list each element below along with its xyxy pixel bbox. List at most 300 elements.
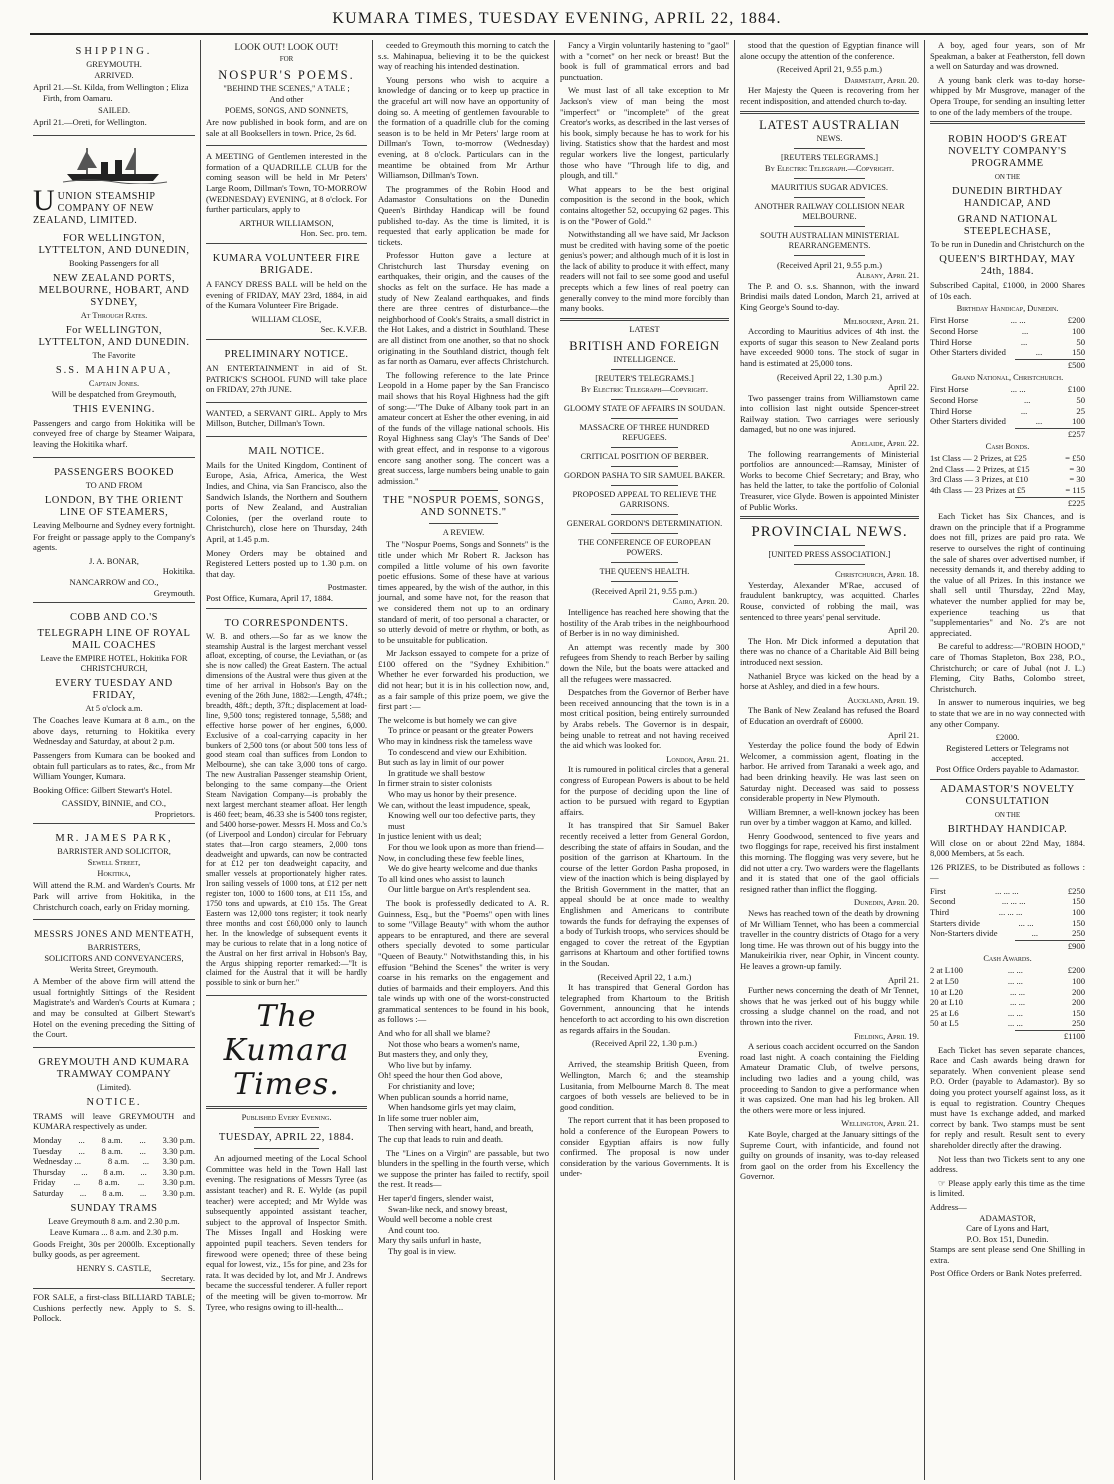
- headline-7: THE CONFERENCE OF EUROPEAN POWERS.: [578, 537, 711, 557]
- usc-line-2: Booking Passengers for all: [68, 258, 160, 268]
- tram-row-cell: ...: [79, 1187, 87, 1198]
- servant-girl-ad: [206, 406, 367, 437]
- review-rule: [429, 490, 497, 491]
- cobb-coaches-ad: [33, 606, 195, 824]
- cobb-line-4: EVERY TUESDAY AND FRIDAY,: [55, 678, 173, 702]
- steamship-icon: [59, 144, 169, 184]
- ca-row-cell: 25 at L6: [930, 1007, 959, 1018]
- nospur-review-title: THE "NOSPUR POEMS, SONGS, AND SONNETS.": [382, 495, 545, 519]
- tc-line-2: W. B. and others.—So far as we know the steamship Austral is the largest merchant vessel afloat, excepting, of course, the Leviathan, or (as she is now called) the Great Eastern. The actual dimensions of the Austral were thus given at the time of her arrival in Hobson's Bay on the evening of the 26th June, 1882:—Length, 474ft.; breadth, 48ft.; depth, 37ft.; displacement at load-line, 9,500 tons; registered tonnage, 5,588; and effective horse power of her engines, 6,000. Exclusive of a coal-carrying capacity in her bunkers of 2,500 tons (or about 500 tons less of good steam coal than suffices from London to Melbourne), she can take 3,000 tons of cargo. The new Australian Passenger steamship Orient, belonging to the same company—the Orient Steam Navigation Company—is probably the next largest merchant steamer afloat. Her length is 460 feet; beam, 46.33 she is 5400 tons register, and 5400 horse-power. Messrs H. Moss and Co.'s (of Liverpool and London) circular for February states that—Iron cargo steamers, 2,000 tons deadweight and upwards, can now be contracted for at £12 per ton deadweight capacity, and smaller vessels at proportionately higher rates. Iron sailing vessels of 1000 tons, at £12 per nett register ton, 1000 to 1600 tons, at £11 15s, and 1750 tons and upwards, at £10 15s. The Great Eastern was 12,000 tons register; it took nearly three months and cost £60,000 only to launch her. In the knowledge of subsequent events it may be curious to relate that in a long notice of the Austral on her first arrival in Hobson's Bay, the Argus shipping reporter remarked:—"It is claimed for the Austral that it will be hardly possible to sink or burn her.": [206, 631, 367, 988]
- h-rule-2: [611, 418, 679, 419]
- rh-line-1: ROBIN HOOD'S GREAT NOVELTY COMPANY'S PROGRAMME: [948, 134, 1067, 170]
- pb-line-8: NANCARROW and CO.,: [69, 576, 159, 587]
- h-rule-9: [611, 581, 679, 582]
- wg-line-1: WANTED, a SERVANT GIRL. Apply to Mrs Millson, Butcher, Dillman's Town.: [206, 407, 367, 429]
- dateline-april-21b: April 21.: [887, 974, 919, 985]
- poem-line: Mary thy sails unfurl in haste,: [378, 1235, 482, 1246]
- cb-total: £225: [1015, 497, 1085, 509]
- dateline-london: London, April 21.: [666, 753, 729, 764]
- poem-line: We can, without the least impudence, speak,: [378, 799, 531, 810]
- c4-para-3: What appears to be the best original composition is the second in the book, which contains altogether 52, occupying 62 pages. This is on the "Power of Gold.": [560, 183, 729, 226]
- ca-row-cell: ... ...: [1007, 965, 1023, 976]
- arrived-label: ARRIVED.: [94, 71, 134, 80]
- h-rule-4: [611, 466, 679, 467]
- ca-total: £1100: [1015, 1030, 1085, 1042]
- poem-line: Not those who bears a women's name,: [388, 1038, 520, 1049]
- bh-row-cell: ...: [1021, 325, 1029, 336]
- poem-line: Who live but by infamy.: [388, 1059, 472, 1070]
- ca-row-cell: ... ...: [1007, 1007, 1023, 1018]
- james-park-ad: [33, 827, 195, 920]
- poem-line: In life some truer nobler aim,: [378, 1112, 479, 1123]
- poem-line: Now, in concluding these few feeble lines,: [378, 852, 524, 863]
- lo-line-7: Are now published in book form, and are on sale at all Booksellers in town. Price, 2s 6d.: [206, 117, 367, 138]
- ad-row-cell: Third: [930, 907, 950, 918]
- ca-row-cell: ... ...: [1010, 997, 1026, 1008]
- ca-row-cell: 2 at L50: [930, 976, 959, 987]
- cobb-line-7: Passengers from Kumara can be booked and obtain full particulars as to rates, &c., from Mr William Younger, Kumara.: [33, 749, 195, 782]
- tram-row-cell: 8 a.m.: [102, 1187, 124, 1198]
- c5-telegraph-label: By Electric Telegraph.—Copyright.: [764, 163, 894, 173]
- pn-line-2: AN ENTERTAINMENT in aid of St. PATRICK'S SCHOOL FUND will take place on FRIDAY, 27th JUNE.: [206, 362, 367, 395]
- fb-line-2: A FANCY DRESS BALL will be held on the evening of FRIDAY, MAY 23rd, 1884, in aid of the Kumara Volunteer Fire Brigade.: [206, 278, 367, 311]
- rh-line-3: DUNEDIN BIRTHDAY HANDICAP, AND: [951, 186, 1064, 210]
- dateline-cairo: Cairo, April 20.: [672, 596, 729, 607]
- poem-line: The cup that leads to ruin and death.: [378, 1134, 504, 1144]
- sailed-text: April 21.—Oreti, for Wellington.: [33, 117, 147, 128]
- c3-para-7: Mr Jackson essayed to compete for a prize of £100 offered on the "Sydney Exhibition." Whether he ever forwarded his production, we did not hear; but it is in his collection now, and, as a fair sample of this prize poem, we give the first part :—: [378, 648, 549, 712]
- h-rule-6: [611, 514, 679, 515]
- ad-row-cell: ... ... ...: [994, 885, 1019, 896]
- usc-title: UNION STEAMSHIP COMPANY OF NEW ZEALAND, LIMITED.: [33, 190, 156, 226]
- c3-para-6: The "Nospur Poems, Songs and Sonnets" is the title under which Mr Robert R. Jackson has compiled a little volume of his own favorite poetic effusions. Some of these have at various times appeared, by the wish of the author, in this journal, and some have not, for the reason that we considered them not up to an ordinary standard of merit, of too personal a character, or so utterly devoid of metre or rhythm, or both, as to be unsuitable for publication.: [378, 539, 549, 645]
- rh-line-4: GRAND NATIONAL STEEPLECHASE,: [957, 214, 1058, 238]
- mn-line-3: Money Orders may be obtained and Registered Letters posted up to 1.30 p.m. on that day.: [206, 547, 367, 579]
- c5-received-2: (Received April 21, 9.55 p.m.): [776, 259, 882, 270]
- intelligence-label: INTELLIGENCE.: [613, 354, 676, 364]
- rh-line-10: Cash Bonds.: [985, 442, 1030, 452]
- received-3: (Received April 22, 1.30 p.m.): [591, 1038, 697, 1049]
- poem-line: In justice lenient with us deal;: [378, 831, 482, 842]
- gn-row-cell: ...: [1023, 394, 1031, 405]
- tram-row: [33, 1146, 195, 1157]
- q-line-2: ARTHUR WILLIAMSON,: [239, 217, 334, 228]
- bh-row: [930, 315, 1085, 326]
- cb-row-cell: = 115: [1065, 485, 1085, 496]
- ad-line-12: Care of Lyons and Hart,: [966, 1223, 1049, 1234]
- arrived-text: April 21.—St. Kilda, from Wellington ; Eliza Firth, from Oamaru.: [33, 82, 189, 103]
- ca-row-cell: ... ...: [1007, 1018, 1023, 1029]
- ad-row: [930, 896, 1085, 907]
- tram-line-2: (Limited).: [96, 1082, 132, 1092]
- preliminary-notice-ad: [206, 343, 367, 403]
- c5-para-1: stood that the question of Egyptian finance will alone occupy the attention of the conference.: [740, 40, 919, 61]
- review-label: A REVIEW.: [442, 528, 485, 538]
- pb-line-2: TO AND FROM: [85, 480, 143, 490]
- gn-row-cell: 25: [1076, 405, 1085, 416]
- tram-row-cell: ...: [78, 1135, 85, 1145]
- ad-line-3: BIRTHDAY HANDICAP.: [947, 823, 1068, 835]
- dateline-auckland: Auckland, April 19.: [847, 694, 919, 705]
- c5-para-6: The following rearrangements of Ministerial portfolios are announced:—Ramsay, Minister of Works to become Chief Secretary; and Bray, who has held the latter, to take the portfolio of Colonial Treasurer, vice Glyde. Bowen is appointed Minister of Public Works.: [740, 448, 919, 512]
- gn-row-cell: Third Horse: [930, 405, 972, 416]
- poem-line: Knowing well our too defective parts, they must: [388, 810, 536, 831]
- c4-para-11: Arrived, the steamship British Queen, from Wellington, March 6; and the steamship Lusitania, from Melbourne March 8. The meat cargoes of both vessels are believed to be in good condition.: [560, 1059, 729, 1112]
- ca-row-cell: ... ...: [1007, 976, 1023, 987]
- ad-line-5: 126 PRIZES, to be Distributed as follows :—: [930, 861, 1085, 883]
- mn-line-1: MAIL NOTICE.: [248, 445, 325, 457]
- c5-para-13: Henry Goodwood, sentenced to five years and two floggings for rape, received his first instalment this morning. The flogging was very severe, but he did not utter a cry. Two warders were the flagellants and it is stated that one of the gaol officials resigned rather than inflict the flogging.: [740, 830, 919, 894]
- mn-line-4: Postmaster.: [327, 582, 367, 593]
- ca-row-cell: 100: [1072, 976, 1085, 987]
- gn-row-cell: ...: [1035, 416, 1043, 427]
- column-5: [734, 40, 924, 1480]
- ad-row: [930, 928, 1085, 939]
- dateline-darmstadt: Darmstadt, April 20.: [844, 74, 919, 85]
- latest-sub-rule: [611, 369, 679, 370]
- usc-line-6: The Favorite: [92, 350, 136, 360]
- british-foreign-title: BRITISH AND FOREIGN: [569, 338, 720, 353]
- cobb-line-8: Booking Office: Gilbert Stewart's Hotel.: [33, 784, 173, 795]
- cb-row: [930, 464, 1085, 475]
- pb-line-1: PASSENGERS BOOKED: [54, 466, 174, 478]
- c5-para-15: Further news concerning the death of Mr Tennet, shows that he was jerked out of his buggy while crossing a sludge channel on the road, and not thrown into the river.: [740, 985, 919, 1027]
- tram-row: [33, 1188, 195, 1199]
- lo-line-6: POEMS, SONGS, AND SONNETS,: [224, 106, 349, 115]
- ca-row-cell: 200: [1072, 997, 1085, 1008]
- c5-headline-1: MAURITIUS SUGAR ADVICES.: [770, 182, 889, 192]
- rh-line-2: ON THE: [994, 173, 1021, 182]
- poem-line: And who for all shall we blame?: [378, 1028, 491, 1039]
- bh-row-cell: ...: [1020, 336, 1028, 347]
- bh-row: [930, 337, 1085, 348]
- tram-row-cell: 3.30 p.m.: [162, 1177, 195, 1188]
- bh-row: [930, 347, 1085, 358]
- bh-row-cell: 50: [1076, 336, 1085, 347]
- greymouth-label: GREYMOUTH.: [86, 60, 142, 69]
- poem-line: In gratitude we shall bestow: [388, 767, 485, 778]
- mn-line-2: Mails for the United Kingdom, Continent of Europe, Asia, Africa, America, the West Indies, and China, via San Francisco, also the Sandwich Islands, the Northern and Southern ports of New Zealand, and Australian Colonies, (per the overland route to Christchurch), close here on Thursday, 24th April, at 1.45 p.m.: [206, 459, 367, 545]
- poem-line: Thy goal is in view.: [388, 1245, 456, 1256]
- fb-line-3: WILLIAM CLOSE,: [251, 313, 322, 324]
- poem-line: For christianity and love;: [388, 1081, 475, 1092]
- tram-row-cell: ...: [73, 1177, 81, 1188]
- tram-line-8: Goods Freight, 30s per 2000lb. Exceptionally bulky goods, as per agreement.: [33, 1238, 195, 1260]
- rh-line-7: Subscribed Capital, £1000, in 2000 Shares of 10s each.: [930, 280, 1085, 301]
- dateline-albany: Albany, April 21.: [856, 270, 919, 281]
- gn-row: [930, 406, 1085, 417]
- gn-row-cell: 50: [1076, 394, 1085, 405]
- ca-row-cell: 200: [1072, 986, 1085, 997]
- bh-total: £500: [1015, 359, 1085, 371]
- dateline-fielding: Fielding, April 19.: [853, 1030, 919, 1041]
- poem-line: In firmer strain to sister colonists: [378, 778, 492, 789]
- mail-notice-ad: [206, 440, 367, 609]
- adamastor-ad: [930, 784, 1085, 1280]
- dateline-april-20: April 20.: [887, 625, 919, 636]
- cb-row-cell: = 30: [1069, 463, 1085, 474]
- park-line-1: MR. JAMES PARK,: [55, 833, 173, 845]
- ad-row-cell: ...: [1031, 928, 1039, 939]
- pb-line-9: Greymouth.: [153, 587, 195, 598]
- ca-row-cell: £200: [1067, 965, 1085, 976]
- cobb-line-6: The Coaches leave Kumara at 8 a.m., on the above days, returning to Hokitika every Wednesday and Saturday, at about 2 p.m.: [33, 715, 195, 747]
- c5-para-5: Two passenger trains from Williamstown came into collision last night outside Spencer-street Railway station. Two carriages were seriously damaged, but no one was injured.: [740, 392, 919, 435]
- shipping-section: [33, 40, 195, 136]
- ad-line-8: Not less than two Tickets sent to any one address.: [930, 1153, 1085, 1175]
- tram-row-cell: 3.30 p.m.: [162, 1135, 195, 1145]
- q-line-3: Hon. Sec. pro. tem.: [300, 228, 367, 239]
- published-line: Published Every Evening.: [241, 1113, 332, 1123]
- tram-row-cell: Saturday: [33, 1187, 64, 1198]
- q-line-1: A MEETING of Gentlemen interested in the formation of a QUADRILLE CLUB for the coming season will be held in Mr Peters' Large Room, Dillman's Town, TO-MORROW (WEDNESDAY) EVENING, at 8 o'clock. For further particulars, apply to: [206, 151, 367, 215]
- usc-line-9: Will be despatched from Greymouth,: [51, 389, 177, 399]
- lo-line-4: "BEHIND THE SCENES," A TALE ;: [223, 84, 350, 93]
- tram-line-3: NOTICE.: [86, 1096, 142, 1108]
- ad-line-10: Address—: [930, 1201, 967, 1212]
- h-rule-1: [611, 399, 679, 400]
- c5-para-3: The P. and O. s.s. Shannon, with the inward Brindisi mails dated London, March 21, arrived at King George's Sound to-day.: [740, 280, 919, 312]
- bh-row-cell: ...: [1035, 347, 1043, 358]
- cb-row-cell: 3rd Class — 3 Prizes, at £10: [930, 474, 1029, 485]
- ca-row-cell: 150: [1072, 1007, 1085, 1018]
- rh-line-12: Be careful to address:—"ROBIN HOOD," care of Thomas Stapleton, Box 238, P.O., Christchurch; or care of Jubal (not J. L.) Fleming, City Baths, Colombo street, Christchurch.: [930, 641, 1085, 694]
- usc-ship-name: S.S. MAHINAPUA,: [55, 364, 173, 376]
- telegraph-label: By Electric Telegraph—Copyright.: [581, 384, 708, 394]
- park-line-3: Sewell Street,: [87, 858, 141, 868]
- fire-brigade-ad: [206, 247, 367, 340]
- tram-row: [33, 1135, 195, 1146]
- ca-row: [930, 987, 1085, 998]
- c3-para-1: ceeded to Greymouth this morning to catch the s.s. Mahinapua, believing it to be the quickest way of reaching his intended destination.: [378, 40, 549, 72]
- dropcap-u: U: [33, 186, 55, 217]
- c5-para-8: The Hon. Mr Dick informed a deputation that there was no chance of a Charitable Aid Bill being introduced next session.: [740, 635, 919, 667]
- bh-row: [930, 326, 1085, 337]
- park-line-2: BARRISTER AND SOLICITOR,: [57, 847, 171, 857]
- ca-row-cell: ... ...: [1010, 986, 1026, 997]
- tram-line-5: SUNDAY TRAMS: [70, 1202, 158, 1214]
- tramway-ad: [33, 1051, 195, 1289]
- ad-line-14: Stamps are sent please send One Shilling in extra.: [930, 1244, 1085, 1265]
- pb-line-7: Hokitika.: [162, 566, 195, 577]
- cobb-line-9: CASSIDY, BINNIE, and CO.,: [61, 798, 167, 809]
- c5-para-11: Yesterday the police found the body of Edwin Welcomer, a commission agent, floating in the harbor. He arrived from Taranaki a week ago, and had been drinking heavily. He was last seen on Saturday night. Deceased was said to possess considerable property in New Plymouth.: [740, 740, 919, 804]
- poem-line: The welcome is but homely we can give: [378, 714, 517, 725]
- headline-8: THE QUEEN'S HEALTH.: [599, 566, 690, 576]
- bh-row-cell: Second Horse: [930, 325, 978, 336]
- union-steamship-ad: [33, 139, 195, 458]
- tram-row-cell: 3.30 p.m.: [162, 1156, 195, 1167]
- rh-line-9: Grand National, Christchurch.: [951, 373, 1064, 383]
- poem-line: To all kind ones who assist to launch: [378, 873, 505, 884]
- poem-line: Her taper'd fingers, slender waist,: [378, 1192, 494, 1203]
- h-rule-7: [611, 533, 679, 534]
- tram-line-10: Secretary.: [160, 1273, 195, 1284]
- tram-line-7: Leave Kumara ... 8 a.m. and 2.30 p.m.: [49, 1227, 179, 1237]
- editorial-1: An adjourned meeting of the Local School Committee was held in the Town Hall last evening. The resignations of Messrs Tyree (as assistant teacher) and R. E. Wylde (as pupil teacher) were accepted; and Mr Wylde was subsequently appointed assistant teacher, subject to the approval of Inspector Smith. The Misses Ingall and Hosking were appointed pupil teachers. Seven tenders for firewood were opened; three of these being equal for lowest, viz., 15s for pine, and 23s for rata. It was decided by lot, and Mr J. Andrews became the successful tenderer. A fuller report of the meeting will be given to-morrow. Mr Tyree, who resigns owing to ill-health...: [206, 1153, 367, 1312]
- cb-row-cell: = £50: [1065, 453, 1085, 464]
- cash-bonds-table: [930, 453, 1085, 495]
- pointing-hand-icon: ☞: [938, 1177, 949, 1188]
- ca-row-cell: 50 at L5: [930, 1018, 959, 1029]
- column-4: [554, 40, 734, 1480]
- headline-1: GLOOMY STATE OF AFFAIRS IN SOUDAN.: [563, 403, 726, 413]
- tram-row-cell: Tuesday: [33, 1145, 62, 1156]
- ad-total: £900: [1015, 940, 1085, 952]
- poem-line: Would well become a noble crest: [378, 1214, 493, 1225]
- robin-hood-rule: [930, 121, 1085, 124]
- lo-line-5: And other: [269, 95, 304, 104]
- dateline-april-22: April 22.: [887, 382, 919, 393]
- latest-australian-title: LATEST AUSTRALIAN: [759, 117, 900, 132]
- poem-line: We do give hearty welcome and due thanks: [388, 863, 538, 874]
- ca-row: [930, 1018, 1085, 1029]
- headline-6: GENERAL GORDON'S DETERMINATION.: [566, 518, 723, 528]
- dateline-melbourne: Melbourne, April 21.: [843, 315, 919, 326]
- united-press-label: [UNITED PRESS ASSOCIATION.]: [768, 550, 891, 560]
- c5-para-2: Her Majesty the Queen is recovering from her recent indisposition, and attended church to-day.: [740, 85, 919, 106]
- ad-row-cell: ... ...: [1018, 917, 1034, 928]
- c5-headline-2: ANOTHER RAILWAY COLLISION NEAR MELBOURNE.: [754, 201, 905, 221]
- cb-row-cell: = 30: [1069, 474, 1085, 485]
- usc-line-5: For WELLINGTON, LYTTELTON, AND DUNEDIN.: [38, 324, 190, 348]
- tram-line-4: TRAMS will leave GREYMOUTH and KUMARA respectively as under.: [33, 1110, 195, 1132]
- gn-row-cell: 100: [1072, 416, 1085, 427]
- fb-line-1: KUMARA VOLUNTEER FIRE BRIGADE.: [212, 252, 361, 276]
- rh-line-13: In answer to numerous inquiries, we beg to state that we are in no way connected with any other Company.: [930, 697, 1085, 729]
- tram-row-cell: ...: [81, 1166, 88, 1177]
- pb-line-6: J. A. BONAR,: [89, 555, 139, 566]
- poem-line: But such as lay in limit of our power: [378, 757, 505, 768]
- bh-row-cell: £200: [1067, 315, 1085, 326]
- bh-row-cell: ... ...: [1010, 315, 1026, 326]
- ad-line-4: Will close on or about 22nd May, 1884. 8,000 Members, at 5s each.: [930, 837, 1085, 859]
- h-rule-8: [611, 562, 679, 563]
- ca-row: [930, 997, 1085, 1008]
- tram-row-cell: 3.30 p.m.: [162, 1145, 195, 1156]
- c5-h-rule-1: [794, 178, 866, 179]
- h-rule-3: [611, 447, 679, 448]
- headline-4: GORDON PASHA TO SIR SAMUEL BAKER.: [563, 470, 725, 480]
- tram-row: [33, 1177, 195, 1188]
- mn-line-5: Post Office, Kumara, April 17, 1884.: [206, 593, 334, 603]
- c4-para-6: An attempt was recently made by 300 refugees from Shendy to reach Berber by sailing down the Nile, but the boats were attacked and all the refugees were massacred.: [560, 641, 729, 684]
- poem-line: Who may us honor by their presence.: [388, 789, 517, 799]
- gn-row-cell: ... ...: [1010, 384, 1026, 395]
- poem-line: For thou we look upon as more than friend—: [388, 841, 544, 852]
- tram-row-cell: 8 a.m.: [101, 1135, 123, 1145]
- dateline-evening: Evening.: [698, 1048, 729, 1059]
- received-1: (Received April 21, 9.55 p.m.): [591, 585, 697, 596]
- ca-row-cell: 2 at L100: [930, 965, 963, 976]
- c4-para-12: The report current that it has been proposed to hold a conference of the European Powers to consider Egyptian affairs is now fully confirmed. The proposal is now under consideration by the various Governments. It is under-: [560, 1115, 729, 1179]
- latest-rule: [560, 318, 729, 321]
- cash-awards-table: [930, 965, 1085, 1029]
- pb-line-4: Leaving Melbourne and Sydney every fortnight.: [33, 520, 195, 530]
- dateline-dunedin: Dunedin, April 20.: [853, 897, 919, 908]
- c3-para-5: The following reference to the late Prince Leopold in a Home paper by the San Francisco mail shows that his Royal Highness had the gift of song:—"The Duke of Albany took part in an amateur concert at Esher the other evening, in aid of the funds of the village national schools. His Royal Highness sang Clay's 'The Sands of Dee' with great effect, and in response to a vigorous encore sang another song. The concert was a great success, large numbers being unable to gain admission.": [378, 369, 549, 486]
- tram-row: [33, 1156, 195, 1167]
- usc-line-3: NEW ZEALAND PORTS, MELBOURNE, HOBART, AND SYDNEY,: [38, 272, 190, 308]
- lo-line-1: LOOK OUT! LOOK OUT!: [234, 43, 339, 53]
- provincial-rule: [740, 516, 919, 519]
- pb-line-3: LONDON, BY THE ORIENT LINE OF STEAMERS,: [44, 494, 184, 518]
- cobb-line-1: COBB AND CO.'S: [70, 612, 158, 624]
- ad-row-cell: Non-Starters divide: [930, 928, 998, 939]
- tram-row-cell: Wednesday ...: [33, 1156, 81, 1167]
- tram-row-cell: ...: [139, 1145, 146, 1156]
- poem-line: But masters they, and only they,: [378, 1049, 488, 1060]
- tram-row-cell: ...: [78, 1145, 85, 1156]
- pb-line-5: For freight or passage apply to the Company's agents.: [33, 531, 195, 553]
- poem-excerpt-1: [378, 715, 549, 895]
- ad-line-1: ADAMASTOR'S NOVELTY CONSULTATION: [940, 783, 1075, 807]
- c5-para-10: The Bank of New Zealand has refused the Board of Education an overdraft of £6000.: [740, 705, 919, 726]
- tram-row-cell: 3.30 p.m.: [162, 1166, 195, 1177]
- tram-row-cell: ...: [139, 1135, 146, 1145]
- gn-row-cell: Other Starters divided: [930, 416, 1006, 427]
- ad-row: [930, 918, 1085, 929]
- c4-para-9: It has transpired that Sir Samuel Baker recently received a letter from General Gordon, describing the state of affairs in Soudan, and the position of the garrison at Khartoum. In the course of the letter Gordon Pasha proposed, in view of the inaction which is being displayed by the British Government in the matter, that an appeal should be at once made to wealthy Englishmen and Americans to contribute towards the funds for defraying the expenses of a body of Turkish troops, who services should be engaged to cover the retreat of the Egyptian garrisons at Khartoum and other fortified towns in the Soudan.: [560, 820, 729, 969]
- tram-line-9: HENRY S. CASTLE,: [76, 1262, 152, 1273]
- c4-para-2: We must last of all take exception to Mr Jackson's view of man being the most "imperfect" or "incomplete" of the great Creator's works, as described in the last verses of his book, simply because he has to work for his living. Statistics show that the hardest and most regular workers live the longest, particularly those who have "Through life to dig, and plough, and till.": [560, 85, 729, 181]
- ad-line-2: ON THE: [994, 810, 1021, 819]
- c4-para-8: It is rumoured in political circles that a general congress of European Powers is about to be held for the purpose of deciding upon the line of action to be pursued with regard to Egyptian affairs.: [560, 764, 729, 817]
- c5-para-9: Nathaniel Bryce was kicked on the head by a horse at Ashley, and died in a few hours.: [740, 670, 919, 692]
- c4-para-10: It has transpired that General Gordon has telegraphed from Khartoum to the British Government, announcing that he intends henceforth to act according to his own discretion as regards affairs in the Soudan.: [560, 982, 729, 1035]
- pn-line-1: PRELIMINARY NOTICE.: [224, 348, 349, 360]
- jm-line-1: MESSRS JONES AND MENTEATH,: [33, 929, 195, 941]
- tram-row-cell: Monday: [33, 1135, 62, 1145]
- dateline-adelaide: Adelaide, April 22.: [850, 438, 919, 449]
- c4-para-4: Notwithstanding all we have said, Mr Jackson must be credited with having some of the poetic genius's power; and although much of it is lost in the lack of ability to produce it with effect, many readers will not fail to see some good and useful precepts which a few lines of real poetry can generally convey to the mind more forcibly than many books.: [560, 229, 729, 314]
- cb-row: [930, 453, 1085, 464]
- ad-row-cell: 250: [1072, 928, 1085, 939]
- gn-row: [930, 384, 1085, 395]
- gn-total: £257: [1015, 428, 1085, 440]
- poem-line: Oh! speed the hour then God above,: [378, 1070, 503, 1081]
- c5-para-14: News has reached town of the death by drowning of Mr William Tennet, who has been a commercial traveller in the country districts of Otago for a very long time. He was thrown out of his buggy into the Manukeirikia river, near Ophir, in Vincent county. He leaves a grown-up family.: [740, 908, 919, 971]
- rh-line-8: Birthday Handicap, Dunedin.: [956, 304, 1059, 314]
- ad-row-cell: First: [930, 885, 946, 896]
- shipping-title: SHIPPING.: [75, 46, 153, 57]
- editorial-rule: [254, 1148, 318, 1149]
- sailed-label: SAILED.: [98, 106, 130, 116]
- ad-line-9: [930, 1178, 1085, 1199]
- tram-row-cell: ...: [142, 1156, 150, 1167]
- rh-line-16: Post Office Orders payable to Adamastor.: [935, 763, 1080, 774]
- bh-row-cell: First Horse: [930, 315, 969, 326]
- c5-para-17: Kate Boyle, charged at the January sittings of the Supreme Court, with infanticide, and found not guilty on grounds of insanity, was to-day released from gaol on the order from his Excellency the Governor.: [740, 1128, 919, 1182]
- bh-row-cell: Third Horse: [930, 336, 972, 347]
- lo-line-2: FOR: [279, 55, 294, 63]
- dateline-april-21: April 21.: [887, 729, 919, 740]
- poem-line: To prince or peasant or the greater Powers: [388, 725, 534, 736]
- c5-h-rule-2: [794, 197, 866, 198]
- title-rule: [206, 1106, 367, 1109]
- tram-row-cell: 8 a.m.: [98, 1177, 120, 1188]
- cobb-line-3: Leave the EMPIRE HOTEL, Hokitika FOR CHRISTCHURCH,: [40, 654, 188, 674]
- tram-line-6: Leave Greymouth 8 a.m. and 2.30 p.m.: [48, 1216, 180, 1226]
- dateline-christchurch: Christchurch, April 18.: [835, 569, 919, 580]
- masthead: KUMARA TIMES, TUESDAY EVENING, APRIL 22, 1884.: [332, 10, 782, 27]
- ad-line-6: Cash Awards.: [983, 954, 1032, 964]
- c3-para-8: The book is professedly dedicated to A. R. Guinness, Esq., but the "Poems" open with lines to some "Village Beauty" with whom the author appears to be enraptured, and there are several others specially devoted to some particular "Queen of Beauty." Notwithstanding this, in his effusion "Behind the Scenes" the writer is very coarse in his remarks on the engagement and duties of barmaids and their employers. And this tale winds up with one of the worst-constructed grammatical sentences to be found in his book, as follows :—: [378, 897, 549, 1025]
- fb-line-4: Sec. K.V.F.B.: [320, 324, 367, 335]
- tram-row-cell: ...: [140, 1166, 147, 1177]
- poem-line: Swan-like neck, and snowy breast,: [388, 1203, 508, 1214]
- c5-h-rule-4: [794, 255, 866, 256]
